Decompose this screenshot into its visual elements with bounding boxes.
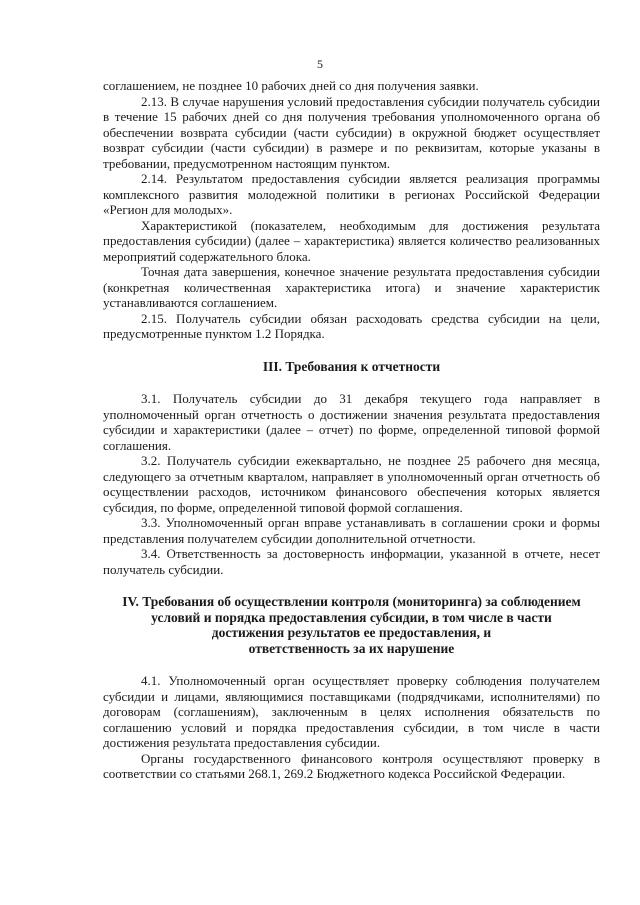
- paragraph-3-4: 3.4. Ответственность за достоверность информации, указанной в отчете, несет получатель субсидии.: [103, 546, 600, 577]
- paragraph-completion-date: Точная дата завершения, конечное значение результата предоставления субсидии (конкретная количественная характеристика итога) и значение характеристик устанавливаются соглашением.: [103, 264, 600, 310]
- paragraph-3-1: 3.1. Получатель субсидии до 31 декабря текущего года направляет в уполномоченный орган отчетность о достижении значения результата предоставления субсидии и характеристики (далее – отчет) по форме, определенной типовой формой соглашения.: [103, 391, 600, 453]
- paragraph-3-2: 3.2. Получатель субсидии ежеквартально, не позднее 25 рабочего дня месяца, следующего за отчетным кварталом, направляет в уполномоченный орган отчетность об осуществлении расходов, источником финансового обеспечения которых является субсидия, по форме, определенной типовой формой соглашения.: [103, 453, 600, 515]
- section-4-heading-line-4: ответственность за их нарушение: [248, 640, 455, 656]
- section-4-heading-line-3: достижения результатов ее предоставления, и: [211, 625, 492, 640]
- paragraph-2-14: 2.14. Результатом предоставления субсидии является реализация программы комплексного развития молодежной политики в регионах Российской Федерации «Регион для молодых».: [103, 171, 600, 217]
- paragraph-characteristic: Характеристикой (показателем, необходимым для достижения результата предоставления субсидии) (далее – характеристика) является количество реализованных мероприятий содержательного блока.: [103, 217, 600, 264]
- paragraph-4-1: 4.1. Уполномоченный орган осуществляет проверку соблюдения получателем субсидии и лицами, являющимися поставщиками (подрядчиками, исполнителями) по договорам (соглашениям), заключенным в целях исполнения обязательств по соглашению условий и порядка предоставления субсидии, в том числе в части достижения результата предоставления субсидии.: [103, 673, 600, 750]
- document-body: [103, 78, 600, 782]
- paragraph-2-15: 2.15. Получатель субсидии обязан расходовать средства субсидии на цели, предусмотренные пунктом 1.2 Порядка.: [103, 310, 600, 341]
- section-4-heading-line-2: условий и порядка предоставления субсидии, в том числе в части: [151, 609, 552, 625]
- section-3-heading: III. Требования к отчетности: [262, 358, 441, 374]
- page-number: 5: [317, 57, 323, 71]
- section-4-heading-line-1: IV. Требования об осуществлении контроля (мониторинга) за соблюдением: [122, 594, 581, 609]
- paragraph-2-13: 2.13. В случае нарушения условий предоставления субсидии получатель субсидии в течение 15 рабочих дней со дня получения требования уполномоченного органа об обеспечении возврата субсидии (части субсидии) в окружной бюджет осуществляет возврат субсидии (части субсидии) в размере и по реквизитам, которые указаны в требовании, предусмотренном настоящим пунктом.: [103, 93, 600, 171]
- paragraph-2-12-tail: соглашением, не позднее 10 рабочих дней со дня получения заявки.: [103, 78, 479, 93]
- paragraph-3-3: 3.3. Уполномоченный орган вправе устанавливать в соглашении сроки и формы представления получателем субсидии дополнительной отчетности.: [103, 515, 600, 546]
- paragraph-financial-control: Органы государственного финансового контроля осуществляют проверку в соответствии со статьями 268.1, 269.2 Бюджетного кодекса Российской Федерации.: [103, 750, 600, 781]
